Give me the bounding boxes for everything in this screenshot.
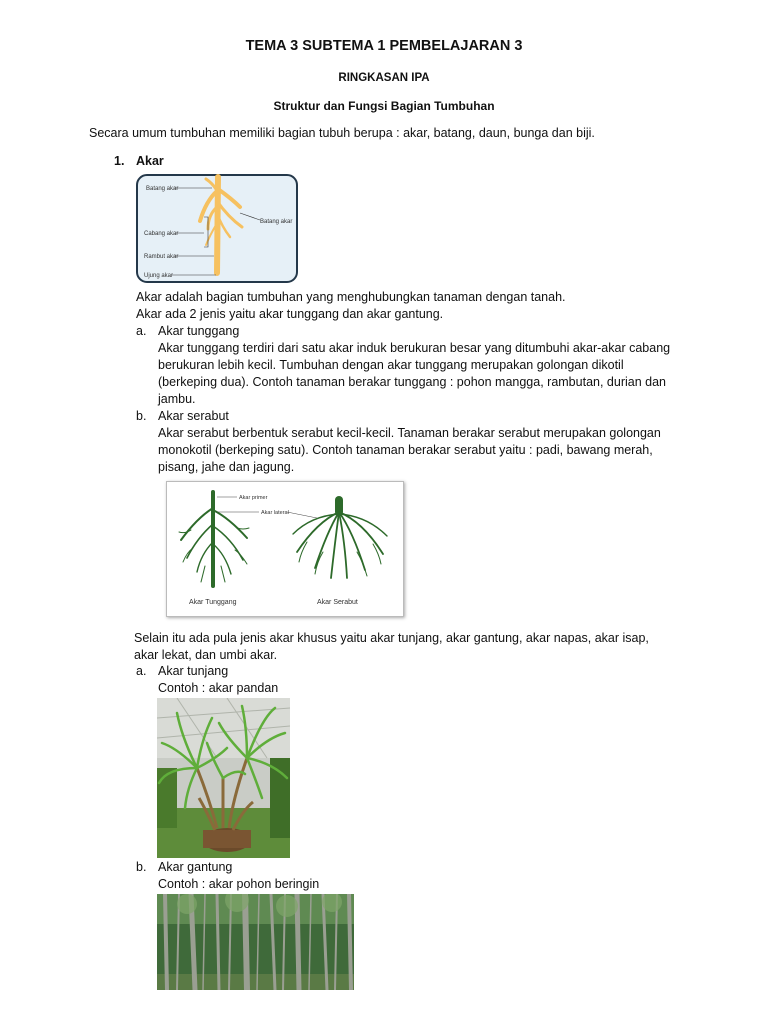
caption-akar-tunggang: Akar Tunggang [189, 599, 237, 606]
akar-serabut-heading: Akar serabut [158, 409, 229, 423]
list-marker-a: a. [136, 324, 147, 338]
root-anatomy-figure [136, 173, 299, 285]
list-marker-b: b. [136, 860, 147, 874]
akar-tunggang-line: Akar tunggang terdiri dari satu akar induk berukuran besar yang ditumbuhi akar-akar cabang [158, 341, 671, 355]
akar-tunjang-heading: Akar tunjang [158, 664, 229, 678]
doc-heading: Struktur dan Fungsi Bagian Tumbuhan [273, 99, 495, 113]
akar-khusus-line: Selain itu ada pula jenis akar khusus yaitu akar tunjang, akar gantung, akar napas, akar isap, [134, 631, 649, 645]
doc-title: TEMA 3 SUBTEMA 1 PEMBELAJARAN 3 [245, 38, 523, 54]
root-types-figure [166, 481, 404, 617]
akar-khusus-line: akar lekat, dan umbi akar. [134, 648, 278, 662]
label-ujung-akar: Ujung akar [144, 273, 174, 279]
akar-tunggang-heading: Akar tunggang [158, 324, 240, 338]
label-cabang-akar: Cabang akar [144, 231, 179, 237]
banyan-tree-photo [157, 894, 354, 990]
label-akar-lateral: Akar lateral [261, 510, 289, 516]
label-batang-akar-left: Batang akar [146, 186, 179, 192]
intro-paragraph: Secara umum tumbuhan memiliki bagian tubuh berupa : akar, batang, daun, bunga dan biji. [89, 126, 595, 140]
akar-tunggang-line: berukuran lebih kecil. Tumbuhan dengan akar tunggang merupakan golongan dikotil [158, 358, 624, 372]
akar-gantung-heading: Akar gantung [158, 860, 233, 874]
akar-types: Akar ada 2 jenis yaitu akar tunggang dan akar gantung. [136, 307, 444, 321]
label-batang-akar-right: Batang akar [260, 219, 293, 225]
label-rambut-akar: Rambut akar [144, 254, 179, 260]
akar-definition: Akar adalah bagian tumbuhan yang menghubungkan tanaman dengan tanah. [136, 290, 566, 304]
akar-serabut-line: pisang, jahe dan jagung. [158, 460, 295, 474]
akar-serabut-line: Akar serabut berbentuk serabut kecil-kecil. Tanaman berakar serabut merupakan golongan [158, 426, 661, 440]
doc-subtitle: RINGKASAN IPA [338, 72, 430, 84]
caption-akar-serabut: Akar Serabut [317, 599, 358, 606]
akar-serabut-line: monokotil (berkeping satu). Contoh tanaman berakar serabut yaitu : padi, bawang merah, [158, 443, 653, 457]
list-marker-a: a. [136, 664, 147, 678]
label-akar-primer: Akar primer [239, 495, 268, 501]
pandan-plant-photo [157, 698, 290, 858]
akar-tunggang-line: (berkeping dua). Contoh tanaman berakar tunggang : pohon mangga, rambutan, durian dan [158, 375, 666, 389]
akar-gantung-example: Contoh : akar pohon beringin [158, 877, 320, 891]
section-number: 1. [114, 154, 125, 168]
section-heading-akar: Akar [136, 154, 164, 168]
akar-tunjang-example: Contoh : akar pandan [158, 681, 279, 695]
list-marker-b: b. [136, 409, 147, 423]
akar-tunggang-line: jambu. [158, 392, 196, 406]
